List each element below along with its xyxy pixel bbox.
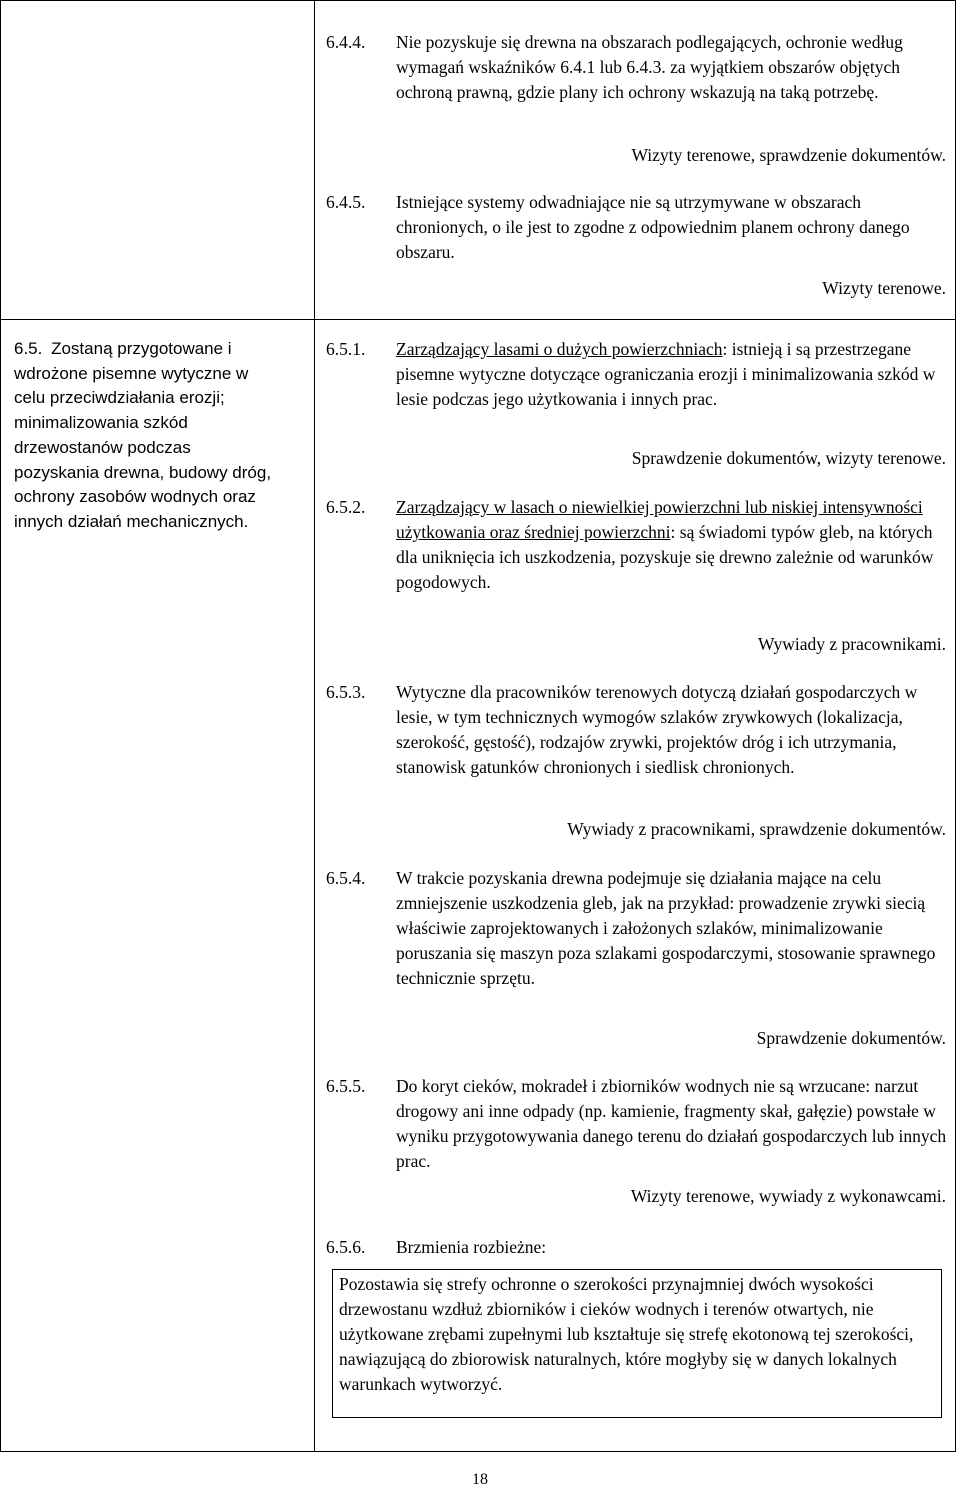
item-text-rest: : są świadomi typów gleb, na których dla uniknięcia ich uszkodzenia, pozyskuje się drewno zależnie od warunków pogodowych.: [396, 522, 934, 592]
item-scope-underlined: Zarządzający w lasach o niewielkiej powierzchni lub niskiej intensywności użytkowania oraz średniej powierzchni: [396, 497, 923, 542]
item-number: 6.5.6.: [326, 1237, 366, 1257]
verification-method: Sprawdzenie dokumentów, wizyty terenowe.: [631, 448, 946, 468]
verification-method: Sprawdzenie dokumentów.: [756, 1028, 946, 1048]
item-text: Nie pozyskuje się drewna na obszarach podlegających, ochronie według wymagań wskaźników 6.4.1 lub 6.4.3. za wyjątkiem obszarów objętych ochroną prawną, gdzie plany ich ochrony wskazują na taką potrzebę.: [396, 32, 903, 102]
boxed-note: Pozostawia się strefy ochronne o szerokości przynajmniej dwóch wysokości drzewostanu wzdłuż zbiorników i cieków wodnych i terenów otwartych, nie użytkowane zrębami zupełnymi lub kształtuje się strefę ekotonową tej szerokości, nawiązującą do zbiorowisk naturalnych, które mogłyby się w danych lokalnych warunkach wytworzyć.: [332, 1269, 942, 1418]
item-text: W trakcie pozyskania drewna podejmuje się działania mające na celu zmniejszenie uszkodzenia gleb, jak na przykład: prowadzenie zrywki siecią właściwie zaprojektowanych i założonych szlaków, minimalizowanie poruszania się maszyn poza szlakami gospodarczymi, stosowanie sprawnego technicznie sprzętu.: [396, 868, 936, 988]
verification-method: Wizyty terenowe.: [822, 278, 946, 298]
criterion-description: Zostaną przygotowane i wdrożone pisemne wytyczne w celu przeciwdziałania erozji; minimalizowania szkód drzewostanów podczas pozyskania drewna, budowy dróg, ochrony zasobów wodnych oraz innych działań mechanicznych.: [14, 339, 272, 531]
criterion-text: [14, 337, 276, 535]
verification-method: Wywiady z pracownikami.: [758, 634, 946, 654]
verification-method: Wizyty terenowe, wywiady z wykonawcami.: [630, 1186, 946, 1206]
item-number: 6.5.4.: [326, 868, 366, 888]
verification-method: Wywiady z pracownikami, sprawdzenie dokumentów.: [567, 819, 946, 839]
item-number: 6.4.5.: [326, 192, 366, 212]
item-number: 6.5.3.: [326, 682, 366, 702]
item-text: Brzmienia rozbieżne:: [396, 1237, 547, 1257]
item-text-rest: : istnieją i są przestrzegane pisemne wytyczne dotyczące ograniczania erozji i minimalizowania szkód w lesie podczas jego użytkowania i innych prac.: [396, 339, 936, 409]
item-text: [396, 495, 948, 595]
page-number: 18: [472, 1471, 488, 1488]
item-number: 6.5.5.: [326, 1076, 366, 1096]
item-scope-underlined: Zarządzający lasami o dużych powierzchniach: [396, 339, 723, 359]
verification-method: Wizyty terenowe, sprawdzenie dokumentów.: [631, 145, 946, 165]
item-text: Istniejące systemy odwadniające nie są utrzymywane w obszarach chronionych, o ile jest to zgodne z odpowiednim planem ochrony danego obszaru.: [396, 192, 910, 262]
column-divider: [314, 0, 315, 1452]
item-text: Do koryt cieków, mokradeł i zbiorników wodnych nie są wrzucane: narzut drogowy ani inne odpady (np. kamienie, fragmenty skał, gałęzie) powstałe w wyniku przygotowywania danego terenu do działań gospodarczych lub innych prac.: [396, 1076, 947, 1171]
item-number: 6.5.1.: [326, 339, 366, 359]
criterion-number: 6.5.: [14, 339, 43, 358]
item-number: 6.4.4.: [326, 32, 366, 52]
item-text: [396, 337, 948, 412]
row-divider: [0, 319, 956, 320]
item-text: Wytyczne dla pracowników terenowych dotyczą działań gospodarczych w lesie, w tym technicznych wymogów szlaków zrywkowych (lokalizacja, szerokość, gęstość), rodzajów zrywki, projektów dróg i ich utrzymania, stanowisk gatunków chronionych i siedlisk chronionych.: [396, 682, 918, 777]
item-number: 6.5.2.: [326, 497, 366, 517]
